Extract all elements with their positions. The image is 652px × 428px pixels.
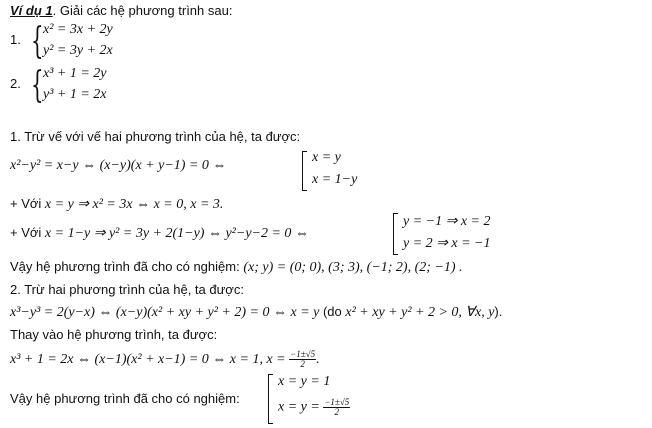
case-prefix: + Với <box>10 196 45 211</box>
case-prefix: x = y = <box>278 399 324 415</box>
system-number: 2. <box>10 76 21 91</box>
solution-2-conclusion: Vậy hệ phương trình đã cho có nghiệm: <box>10 391 240 406</box>
bracket-symbol <box>268 374 273 424</box>
case-math: x = y ⇒ x² = 3x ⇔ x = 0, x = 3. <box>44 197 224 212</box>
solution-1-conclusion <box>10 258 463 277</box>
system-equation: x³ + 1 = 2y <box>43 66 107 81</box>
note-suffix: ). <box>494 304 503 319</box>
solution-1-line-3 <box>10 224 309 243</box>
case-item-2 <box>278 398 350 417</box>
case-math: x = 1−y ⇒ y² = 3y + 2(1−y) ⇔ y²−y−2 = 0 ⇔ <box>44 226 309 241</box>
system-equation: y² = 3y + 2x <box>43 43 113 58</box>
solution-2-line-1 <box>10 303 502 322</box>
bracket-symbol <box>393 213 398 255</box>
fraction-denominator: 2 <box>334 407 340 417</box>
conclusion-text: Vậy hệ phương trình đã cho có nghiệm: <box>10 259 244 274</box>
bracket-symbol <box>302 151 307 191</box>
solution-1-line-1: x²−y² = x−y ⇔ (x−y)(x + y−1) = 0 ⇔ <box>10 158 227 173</box>
brace-symbol: { <box>31 21 44 62</box>
solution-2-intro: 2. Trừ hai phương trình của hệ, ta được: <box>10 282 244 297</box>
note-prefix: (do <box>319 304 346 319</box>
example-title: Ví dụ 1 <box>10 3 53 18</box>
conclusion-math: (x; y) = (0; 0), (3; 3), (−1; 2), (2; −1) . <box>243 260 463 275</box>
case-item: x = y <box>312 150 341 165</box>
fraction-numerator: −1±√5 <box>290 349 316 360</box>
solution-2-line-2 <box>10 350 320 369</box>
example-heading <box>10 2 232 20</box>
brace-symbol: { <box>31 65 44 106</box>
solution-1-intro: 1. Trừ vế với vế hai phương trình của hệ, ta được: <box>10 129 301 144</box>
solution-2-intro-2: Thay vào hệ phương trình, ta được: <box>10 327 218 342</box>
case-item: x = y = 1 <box>278 374 331 389</box>
case-item: y = 2 ⇒ x = −1 <box>403 236 491 251</box>
system-number: 1. <box>10 32 21 47</box>
fraction <box>323 398 350 417</box>
solution-1-line-2 <box>10 195 223 214</box>
system-equation: y³ + 1 = 2x <box>43 87 107 102</box>
case-item: y = −1 ⇒ x = 2 <box>403 214 491 229</box>
example-instruction: . Giải các hệ phương trình sau: <box>52 3 233 18</box>
equation-end: . <box>316 352 320 367</box>
case-prefix: + Với <box>10 225 45 240</box>
fraction-numerator: −1±√5 <box>324 397 350 407</box>
case-item: x = 1−y <box>312 172 358 187</box>
system-equation: x² = 3x + 2y <box>43 22 113 37</box>
note-math: x² + xy + y² + 2 > 0, ∀x, y <box>345 305 495 320</box>
equation-math: x³ + 1 = 2x ⇔ (x−1)(x² + x−1) = 0 ⇔ x = 1, x = <box>10 352 290 367</box>
fraction-denominator: 2 <box>300 359 305 370</box>
fraction <box>289 350 316 369</box>
equation-math: x³−y³ = 2(y−x) ⇔ (x−y)(x² + xy + y² + 2) = 0 ⇔ x = y <box>10 305 320 320</box>
